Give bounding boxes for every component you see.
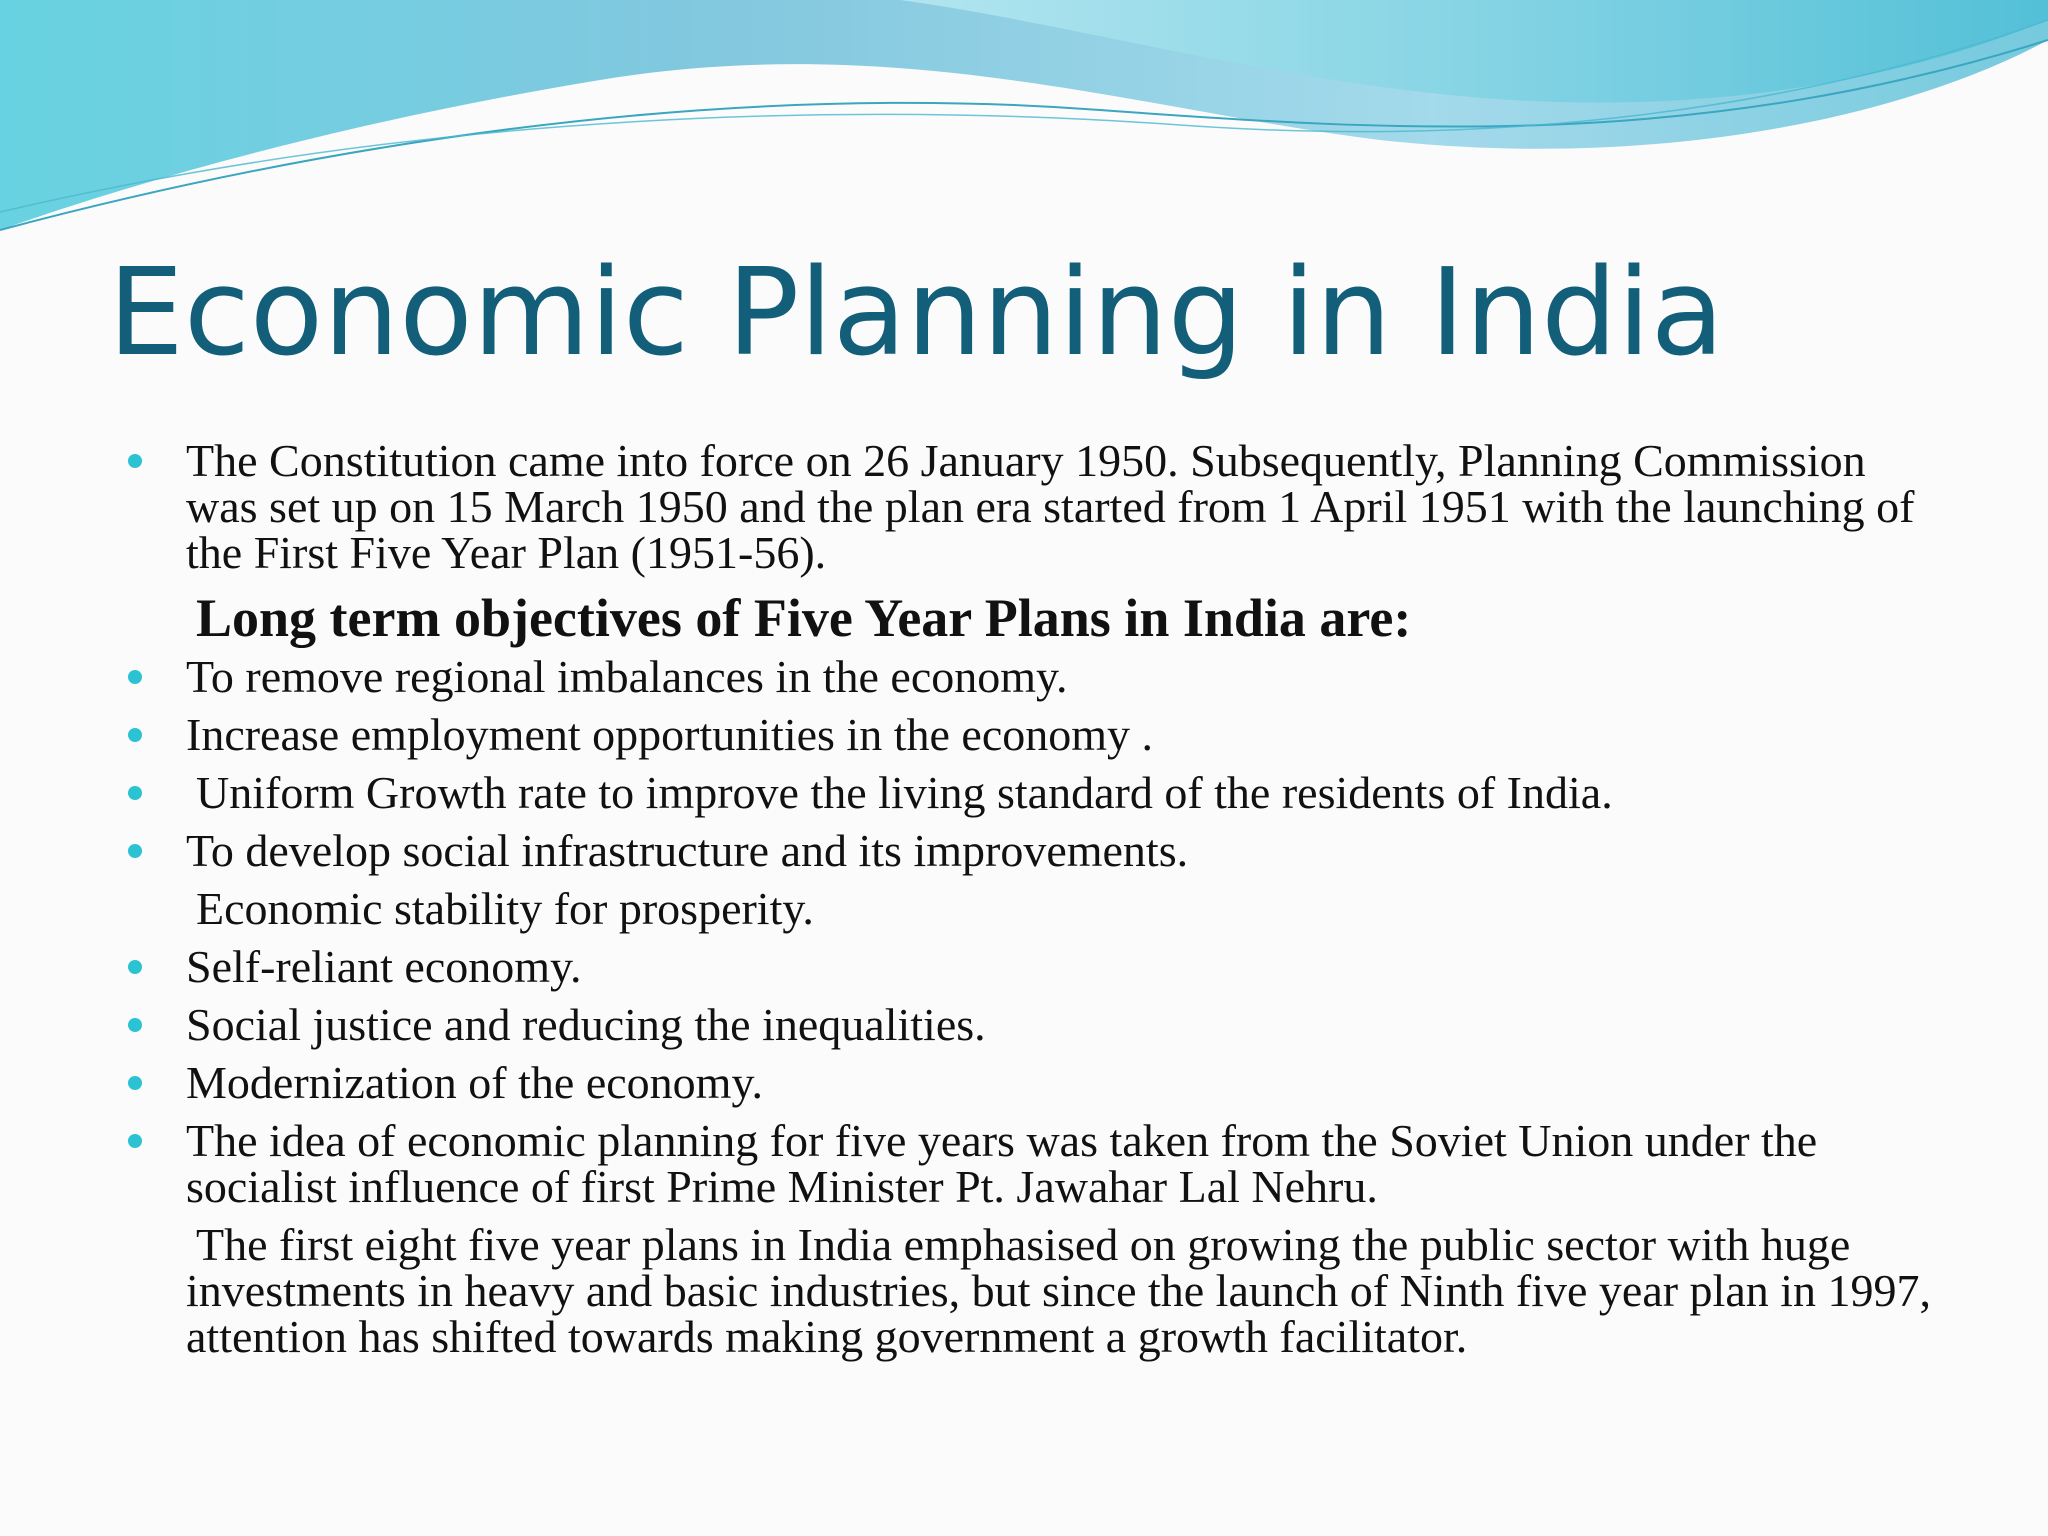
list-item-text: To remove regional imbalances in the economy. (186, 651, 1068, 702)
list-item-text: Increase employment opportunities in the economy . (186, 709, 1154, 760)
list-item (126, 651, 1946, 702)
list-item (126, 999, 1946, 1050)
list-item-text: Uniform Growth rate to improve the living standard of the residents of India. (196, 767, 1613, 818)
bullet-icon (128, 844, 142, 858)
bullet-icon (128, 670, 142, 684)
section-heading: Long term objectives of Five Year Plans in India are: (196, 588, 1412, 648)
paragraph-text: Economic stability for prosperity. (196, 883, 814, 934)
list-item-text: Social justice and reducing the inequalities. (186, 999, 986, 1050)
bullet-icon (128, 786, 142, 800)
bullet-icon (128, 1018, 142, 1032)
slide-body (126, 435, 1946, 1372)
list-item-text: The idea of economic planning for five years was taken from the Soviet Union under the socialist influence of first Prime Minister Pt. Jawahar Lal Nehru. (186, 1115, 1818, 1212)
list-item-text: Self-reliant economy. (186, 941, 582, 992)
list-item-text: The Constitution came into force on 26 January 1950. Subsequently, Planning Commission was set up on 15 March 1950 and the plan era started from 1 April 1951 with the launching of the First Five Year Plan (1951-56). (186, 435, 1915, 578)
plain-paragraph (126, 1219, 1946, 1362)
bullet-icon (128, 1076, 142, 1090)
bullet-icon (128, 1134, 142, 1148)
list-item (126, 941, 1946, 992)
list-item-text: Modernization of the economy. (186, 1057, 763, 1108)
paragraph-text: The first eight five year plans in India emphasised on growing the public sector with huge investments in heavy and basic industries, but since the launch of Ninth five year plan in 1997, attention has shifted towards making government a growth facilitator. (186, 1219, 1932, 1362)
plain-paragraph (126, 883, 1946, 934)
list-item (126, 435, 1946, 578)
header-wave-decoration (0, 0, 2048, 240)
list-item (126, 825, 1946, 876)
bullet-icon (128, 454, 142, 468)
list-item (126, 1057, 1946, 1108)
bullet-icon (128, 728, 142, 742)
list-item-text: To develop social infrastructure and its improvements. (186, 825, 1189, 876)
page-title: Economic Planning in India (108, 244, 1725, 383)
list-item (126, 767, 1946, 818)
list-item (126, 709, 1946, 760)
list-item (126, 1115, 1946, 1212)
bullet-icon (128, 960, 142, 974)
